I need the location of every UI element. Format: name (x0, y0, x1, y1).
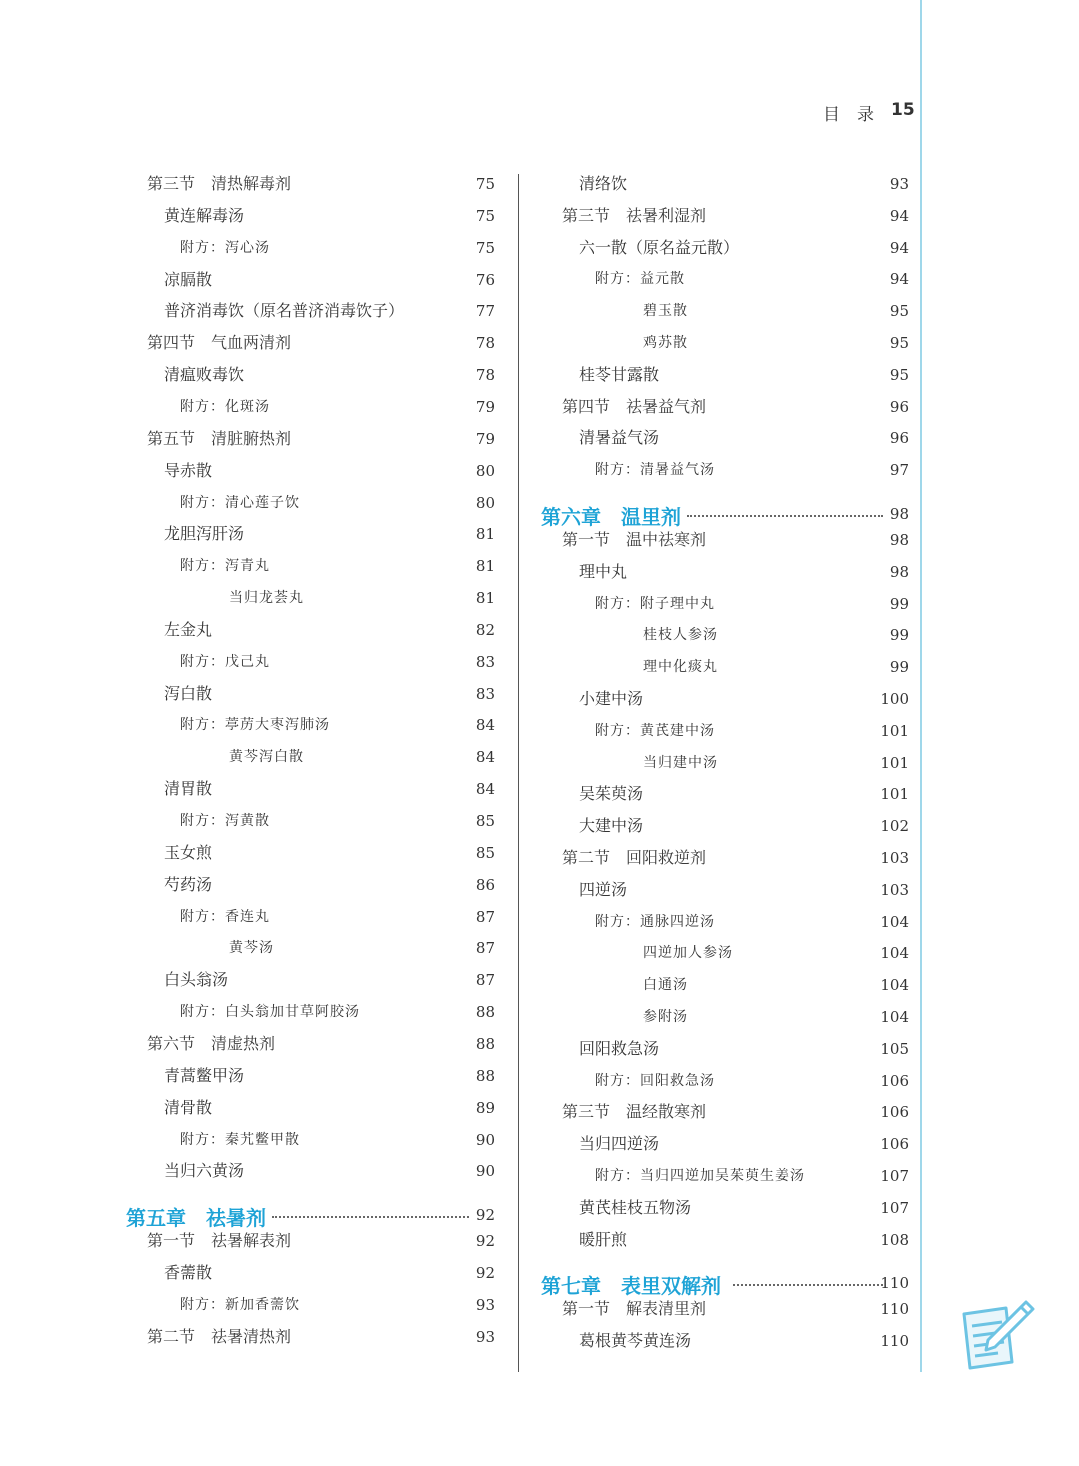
toc-sub-entry[interactable] (595, 721, 909, 743)
entry-title: 附方：化斑汤 (180, 398, 270, 415)
entry-page-number: 81 (475, 557, 495, 576)
entry-title: 附方：泻心汤 (180, 239, 270, 256)
leader-dots (733, 1276, 883, 1286)
toc-chapter-entry[interactable] (541, 501, 909, 529)
entry-page-number: 92 (475, 1232, 495, 1251)
entry-page-number: 95 (889, 334, 909, 352)
entry-page-number: 78 (475, 334, 495, 353)
entry-page-number: 96 (889, 429, 909, 448)
entry-page-number: 81 (475, 589, 495, 608)
entry-page-number: 100 (880, 690, 909, 708)
toc-section-entry[interactable] (147, 1231, 495, 1253)
column-divider (518, 174, 519, 1372)
toc-sub-entry[interactable] (595, 269, 909, 291)
entry-title: 附方：泻青丸 (180, 558, 270, 575)
entry-title: 当归建中汤 (643, 754, 718, 771)
toc-formula-entry[interactable] (579, 174, 909, 196)
header-label-2: 录 (857, 105, 874, 125)
toc-subalt-entry[interactable] (643, 625, 909, 647)
entry-title: 暖肝煎 (579, 1229, 628, 1249)
entry-page-number: 80 (475, 461, 495, 480)
entry-page-number: 99 (889, 626, 909, 645)
entry-page-number: 76 (475, 270, 495, 289)
entry-page-number: 83 (475, 652, 495, 671)
chapter-title: 第六章 温里剂 (541, 505, 681, 529)
entry-title: 吴茱萸汤 (579, 784, 644, 804)
entry-page-number: 101 (880, 721, 909, 740)
entry-title: 附方：益元散 (595, 271, 685, 288)
entry-title: 小建中汤 (579, 689, 644, 708)
entry-title: 黄芪桂枝五物汤 (579, 1197, 692, 1217)
toc-section-entry[interactable] (562, 1102, 909, 1124)
toc-formula-entry[interactable] (164, 1066, 495, 1088)
toc-formula-entry[interactable] (579, 562, 909, 584)
entry-page-number: 96 (889, 397, 909, 416)
entry-title: 清瘟败毒饮 (164, 365, 245, 385)
entry-title: 青蒿鳖甲汤 (164, 1065, 245, 1085)
toc-subalt-entry[interactable] (643, 333, 909, 355)
toc-formula-entry[interactable] (579, 1331, 909, 1353)
entry-title: 黄连解毒汤 (164, 205, 245, 225)
entry-title: 附方：香连丸 (180, 908, 270, 925)
entry-page-number: 80 (475, 493, 495, 512)
toc-subalt-entry[interactable] (643, 301, 909, 323)
entry-title: 龙胆泻肝汤 (164, 524, 245, 544)
entry-page-number: 77 (475, 302, 495, 321)
entry-page-number: 84 (475, 780, 495, 799)
chapter-page-number: 110 (880, 1274, 909, 1293)
toc-section-entry[interactable] (562, 848, 909, 870)
toc-formula-entry[interactable] (579, 816, 909, 838)
entry-page-number: 83 (475, 684, 495, 703)
leader-dots (272, 1208, 469, 1218)
entry-title: 清络饮 (579, 174, 628, 193)
entry-title: 第一节 解表清里剂 (562, 1299, 707, 1319)
entry-title: 当归六黄汤 (164, 1161, 245, 1181)
notebook-pencil-icon (958, 1296, 1036, 1370)
toc-formula-entry[interactable] (164, 1161, 495, 1183)
toc-sub-entry[interactable] (595, 594, 909, 616)
entry-page-number: 94 (889, 238, 909, 257)
toc-formula-entry[interactable] (579, 784, 909, 806)
chapter-title: 第五章 祛暑剂 (126, 1206, 266, 1231)
toc-subalt-entry[interactable] (229, 588, 495, 610)
toc-formula-entry[interactable] (164, 206, 495, 228)
entry-title: 附方：当归四逆加吴茱萸生姜汤 (595, 1168, 805, 1184)
entry-page-number: 79 (475, 397, 495, 416)
toc-subalt-entry[interactable] (643, 1007, 909, 1029)
entry-title: 芍药汤 (164, 874, 213, 894)
entry-title: 附方：通脉四逆汤 (595, 913, 715, 930)
toc-sub-entry[interactable] (180, 238, 495, 260)
toc-section-entry[interactable] (562, 206, 909, 228)
entry-title: 第一节 祛暑解表剂 (147, 1231, 292, 1251)
entry-title: 桂枝人参汤 (643, 627, 718, 644)
toc-formula-entry[interactable] (579, 428, 909, 450)
entry-title: 第三节 祛暑利湿剂 (562, 205, 707, 225)
entry-page-number: 110 (880, 1300, 909, 1319)
entry-title: 第二节 回阳救逆剂 (562, 848, 707, 867)
toc-formula-entry[interactable] (579, 365, 909, 387)
entry-page-number: 93 (475, 1295, 495, 1314)
entry-title: 附方：泻黄散 (180, 813, 270, 829)
entry-page-number: 79 (475, 429, 495, 448)
toc-subalt-entry[interactable] (643, 943, 909, 965)
header-label-1: 目 (823, 105, 840, 125)
toc-formula-entry[interactable] (579, 1230, 909, 1252)
entry-title: 黄芩汤 (229, 940, 274, 957)
toc-formula-entry[interactable] (579, 689, 909, 711)
entry-title: 附方：戊己丸 (180, 653, 270, 670)
entry-title: 白通汤 (643, 977, 688, 994)
entry-title: 碧玉散 (643, 303, 688, 320)
entry-page-number: 87 (475, 907, 495, 926)
chapter-page-number: 98 (889, 505, 909, 523)
entry-title: 鸡苏散 (643, 335, 688, 351)
toc-sub-entry[interactable] (180, 715, 495, 737)
toc-formula-entry[interactable] (164, 779, 495, 801)
entry-title: 桂苓甘露散 (579, 364, 660, 384)
entry-page-number: 82 (475, 620, 495, 639)
entry-title: 附方：新加香薷饮 (180, 1296, 300, 1313)
entry-title: 玉女煎 (164, 842, 213, 862)
chapter-page-number: 92 (475, 1206, 495, 1225)
entry-title: 四逆加人参汤 (643, 945, 733, 962)
toc-subalt-entry[interactable] (643, 753, 909, 775)
entry-page-number: 98 (889, 531, 909, 549)
entry-title: 第四节 气血两清剂 (147, 333, 292, 353)
entry-page-number: 87 (475, 971, 495, 990)
entry-page-number: 81 (475, 525, 495, 544)
toc-formula-entry[interactable] (164, 461, 495, 483)
toc-sub-entry[interactable] (180, 652, 495, 674)
entry-page-number: 97 (889, 461, 909, 480)
entry-page-number: 93 (889, 175, 909, 193)
toc-chapter-entry[interactable] (126, 1202, 495, 1231)
toc-formula-entry[interactable] (164, 1263, 495, 1285)
toc-section-entry[interactable] (562, 397, 909, 419)
toc-sub-entry[interactable] (180, 1002, 495, 1024)
entry-title: 第四节 祛暑益气剂 (562, 396, 707, 416)
entry-title: 第三节 温经散寒剂 (562, 1102, 707, 1122)
entry-title: 香薷散 (164, 1263, 213, 1283)
entry-title: 第三节 清热解毒剂 (147, 174, 292, 193)
entry-page-number: 88 (475, 1003, 495, 1022)
toc-formula-entry[interactable] (164, 524, 495, 546)
toc-chapter-entry[interactable] (541, 1270, 909, 1299)
entry-page-number: 107 (880, 1198, 909, 1217)
toc-formula-entry[interactable] (164, 684, 495, 706)
toc-sub-entry[interactable] (180, 397, 495, 419)
entry-page-number: 92 (475, 1264, 495, 1283)
toc-section-entry[interactable] (147, 174, 495, 196)
entry-title: 泻白散 (164, 683, 213, 703)
entry-page-number: 110 (880, 1332, 909, 1351)
entry-page-number: 90 (475, 1130, 495, 1149)
toc-sub-entry[interactable] (595, 1071, 909, 1093)
entry-page-number: 95 (889, 365, 909, 384)
toc-formula-entry[interactable] (579, 238, 909, 260)
entry-title: 附方：葶苈大枣泻肺汤 (180, 717, 330, 734)
entry-page-number: 99 (889, 658, 909, 677)
entry-page-number: 85 (475, 812, 495, 830)
entry-page-number: 84 (475, 748, 495, 767)
toc-section-entry[interactable] (147, 429, 495, 451)
entry-title: 参附汤 (643, 1009, 688, 1025)
entry-title: 导赤散 (164, 460, 213, 480)
entry-title: 附方：清暑益气汤 (595, 462, 715, 479)
entry-page-number: 89 (475, 1098, 495, 1117)
entry-title: 清暑益气汤 (579, 428, 660, 448)
chapter-title: 第七章 表里双解剂 (541, 1274, 721, 1299)
entry-title: 第二节 祛暑清热剂 (147, 1326, 292, 1346)
toc-formula-entry[interactable] (579, 1039, 909, 1061)
entry-page-number: 88 (475, 1034, 495, 1053)
entry-title: 清骨散 (164, 1097, 213, 1117)
entry-title: 附方：白头翁加甘草阿胶汤 (180, 1004, 360, 1021)
entry-title: 六一散（原名益元散） (579, 237, 740, 257)
entry-page-number: 103 (880, 849, 909, 867)
entry-title: 附方：黄芪建中汤 (595, 722, 715, 739)
entry-title: 附方：回阳救急汤 (595, 1072, 715, 1089)
toc-formula-entry[interactable] (579, 880, 909, 902)
entry-title: 第一节 温中祛寒剂 (562, 530, 707, 549)
toc-section-entry[interactable] (562, 1299, 909, 1321)
toc-section-entry[interactable] (147, 333, 495, 355)
entry-title: 黄芩泻白散 (229, 749, 304, 766)
entry-page-number: 94 (889, 206, 909, 225)
entry-page-number: 94 (889, 270, 909, 289)
entry-page-number: 105 (880, 1039, 909, 1058)
entry-title: 附方：清心莲子饮 (180, 494, 300, 511)
entry-title: 当归龙荟丸 (229, 590, 304, 607)
toc-subalt-entry[interactable] (643, 657, 909, 679)
toc-sub-entry[interactable] (180, 493, 495, 515)
toc-subalt-entry[interactable] (229, 747, 495, 769)
toc-formula-entry[interactable] (164, 970, 495, 992)
toc-sub-entry[interactable] (595, 460, 909, 482)
entry-title: 清胃散 (164, 779, 213, 799)
entry-page-number: 101 (880, 753, 909, 772)
entry-title: 第五节 清脏腑热剂 (147, 428, 292, 448)
entry-page-number: 78 (475, 366, 495, 385)
header-page-number: 15 (891, 100, 915, 120)
entry-page-number: 103 (880, 880, 909, 899)
entry-page-number: 102 (880, 817, 909, 836)
entry-title: 普济消毒饮（原名普济消毒饮子） (164, 301, 405, 321)
toc-subalt-entry[interactable] (643, 975, 909, 997)
entry-page-number: 106 (880, 1071, 909, 1090)
leader-dots (687, 507, 883, 517)
toc-formula-entry[interactable] (164, 365, 495, 387)
toc-formula-entry[interactable] (164, 620, 495, 642)
entry-page-number: 104 (880, 944, 909, 963)
entry-title: 回阳救急汤 (579, 1038, 660, 1058)
entry-title: 理中化痰丸 (643, 659, 718, 676)
entry-page-number: 104 (880, 1008, 909, 1026)
entry-page-number: 75 (475, 238, 495, 257)
entry-page-number: 104 (880, 912, 909, 931)
entry-page-number: 75 (475, 175, 495, 193)
entry-page-number: 95 (889, 302, 909, 321)
toc-formula-entry[interactable] (164, 1098, 495, 1120)
entry-page-number: 106 (880, 1135, 909, 1154)
toc-sub-entry[interactable] (180, 1295, 495, 1317)
toc-formula-entry[interactable] (579, 1134, 909, 1156)
entry-page-number: 87 (475, 939, 495, 958)
toc-section-entry[interactable] (562, 530, 909, 552)
page-edge-rule (920, 0, 922, 1372)
toc-sub-entry[interactable] (180, 1130, 495, 1152)
toc-formula-entry[interactable] (164, 270, 495, 292)
toc-formula-entry[interactable] (164, 875, 495, 897)
toc-formula-entry[interactable] (164, 843, 495, 865)
entry-page-number: 106 (880, 1103, 909, 1122)
entry-title: 附方：秦艽鳖甲散 (180, 1131, 300, 1148)
toc-sub-entry[interactable] (180, 907, 495, 929)
entry-page-number: 98 (889, 562, 909, 581)
entry-page-number: 101 (880, 785, 909, 804)
entry-title: 理中丸 (579, 561, 628, 581)
entry-page-number: 88 (475, 1066, 495, 1085)
toc-formula-entry[interactable] (164, 301, 495, 323)
entry-title: 当归四逆汤 (579, 1134, 660, 1154)
entry-title: 四逆汤 (579, 879, 628, 899)
entry-page-number: 85 (475, 843, 495, 862)
entry-page-number: 75 (475, 206, 495, 225)
entry-title: 葛根黄芩黄连汤 (579, 1331, 692, 1351)
entry-page-number: 107 (880, 1167, 909, 1185)
entry-page-number: 86 (475, 875, 495, 894)
toc-section-entry[interactable] (147, 1327, 495, 1349)
toc-sub-entry[interactable] (180, 811, 495, 833)
entry-title: 附方：附子理中丸 (595, 595, 715, 612)
toc-sub-entry[interactable] (595, 1166, 909, 1188)
toc-sub-entry[interactable] (595, 912, 909, 934)
toc-subalt-entry[interactable] (229, 938, 495, 960)
entry-page-number: 90 (475, 1162, 495, 1181)
entry-title: 白头翁汤 (164, 970, 229, 990)
entry-title: 凉膈散 (164, 269, 213, 289)
entry-page-number: 104 (880, 976, 909, 995)
entry-page-number: 93 (475, 1327, 495, 1346)
entry-page-number: 84 (475, 716, 495, 735)
toc-formula-entry[interactable] (579, 1198, 909, 1220)
toc-sub-entry[interactable] (180, 556, 495, 578)
entry-page-number: 99 (889, 594, 909, 613)
entry-title: 第六节 清虚热剂 (147, 1033, 276, 1053)
entry-page-number: 108 (880, 1230, 909, 1249)
toc-section-entry[interactable] (147, 1034, 495, 1056)
entry-title: 大建中汤 (579, 816, 644, 836)
entry-title: 左金丸 (164, 619, 213, 639)
